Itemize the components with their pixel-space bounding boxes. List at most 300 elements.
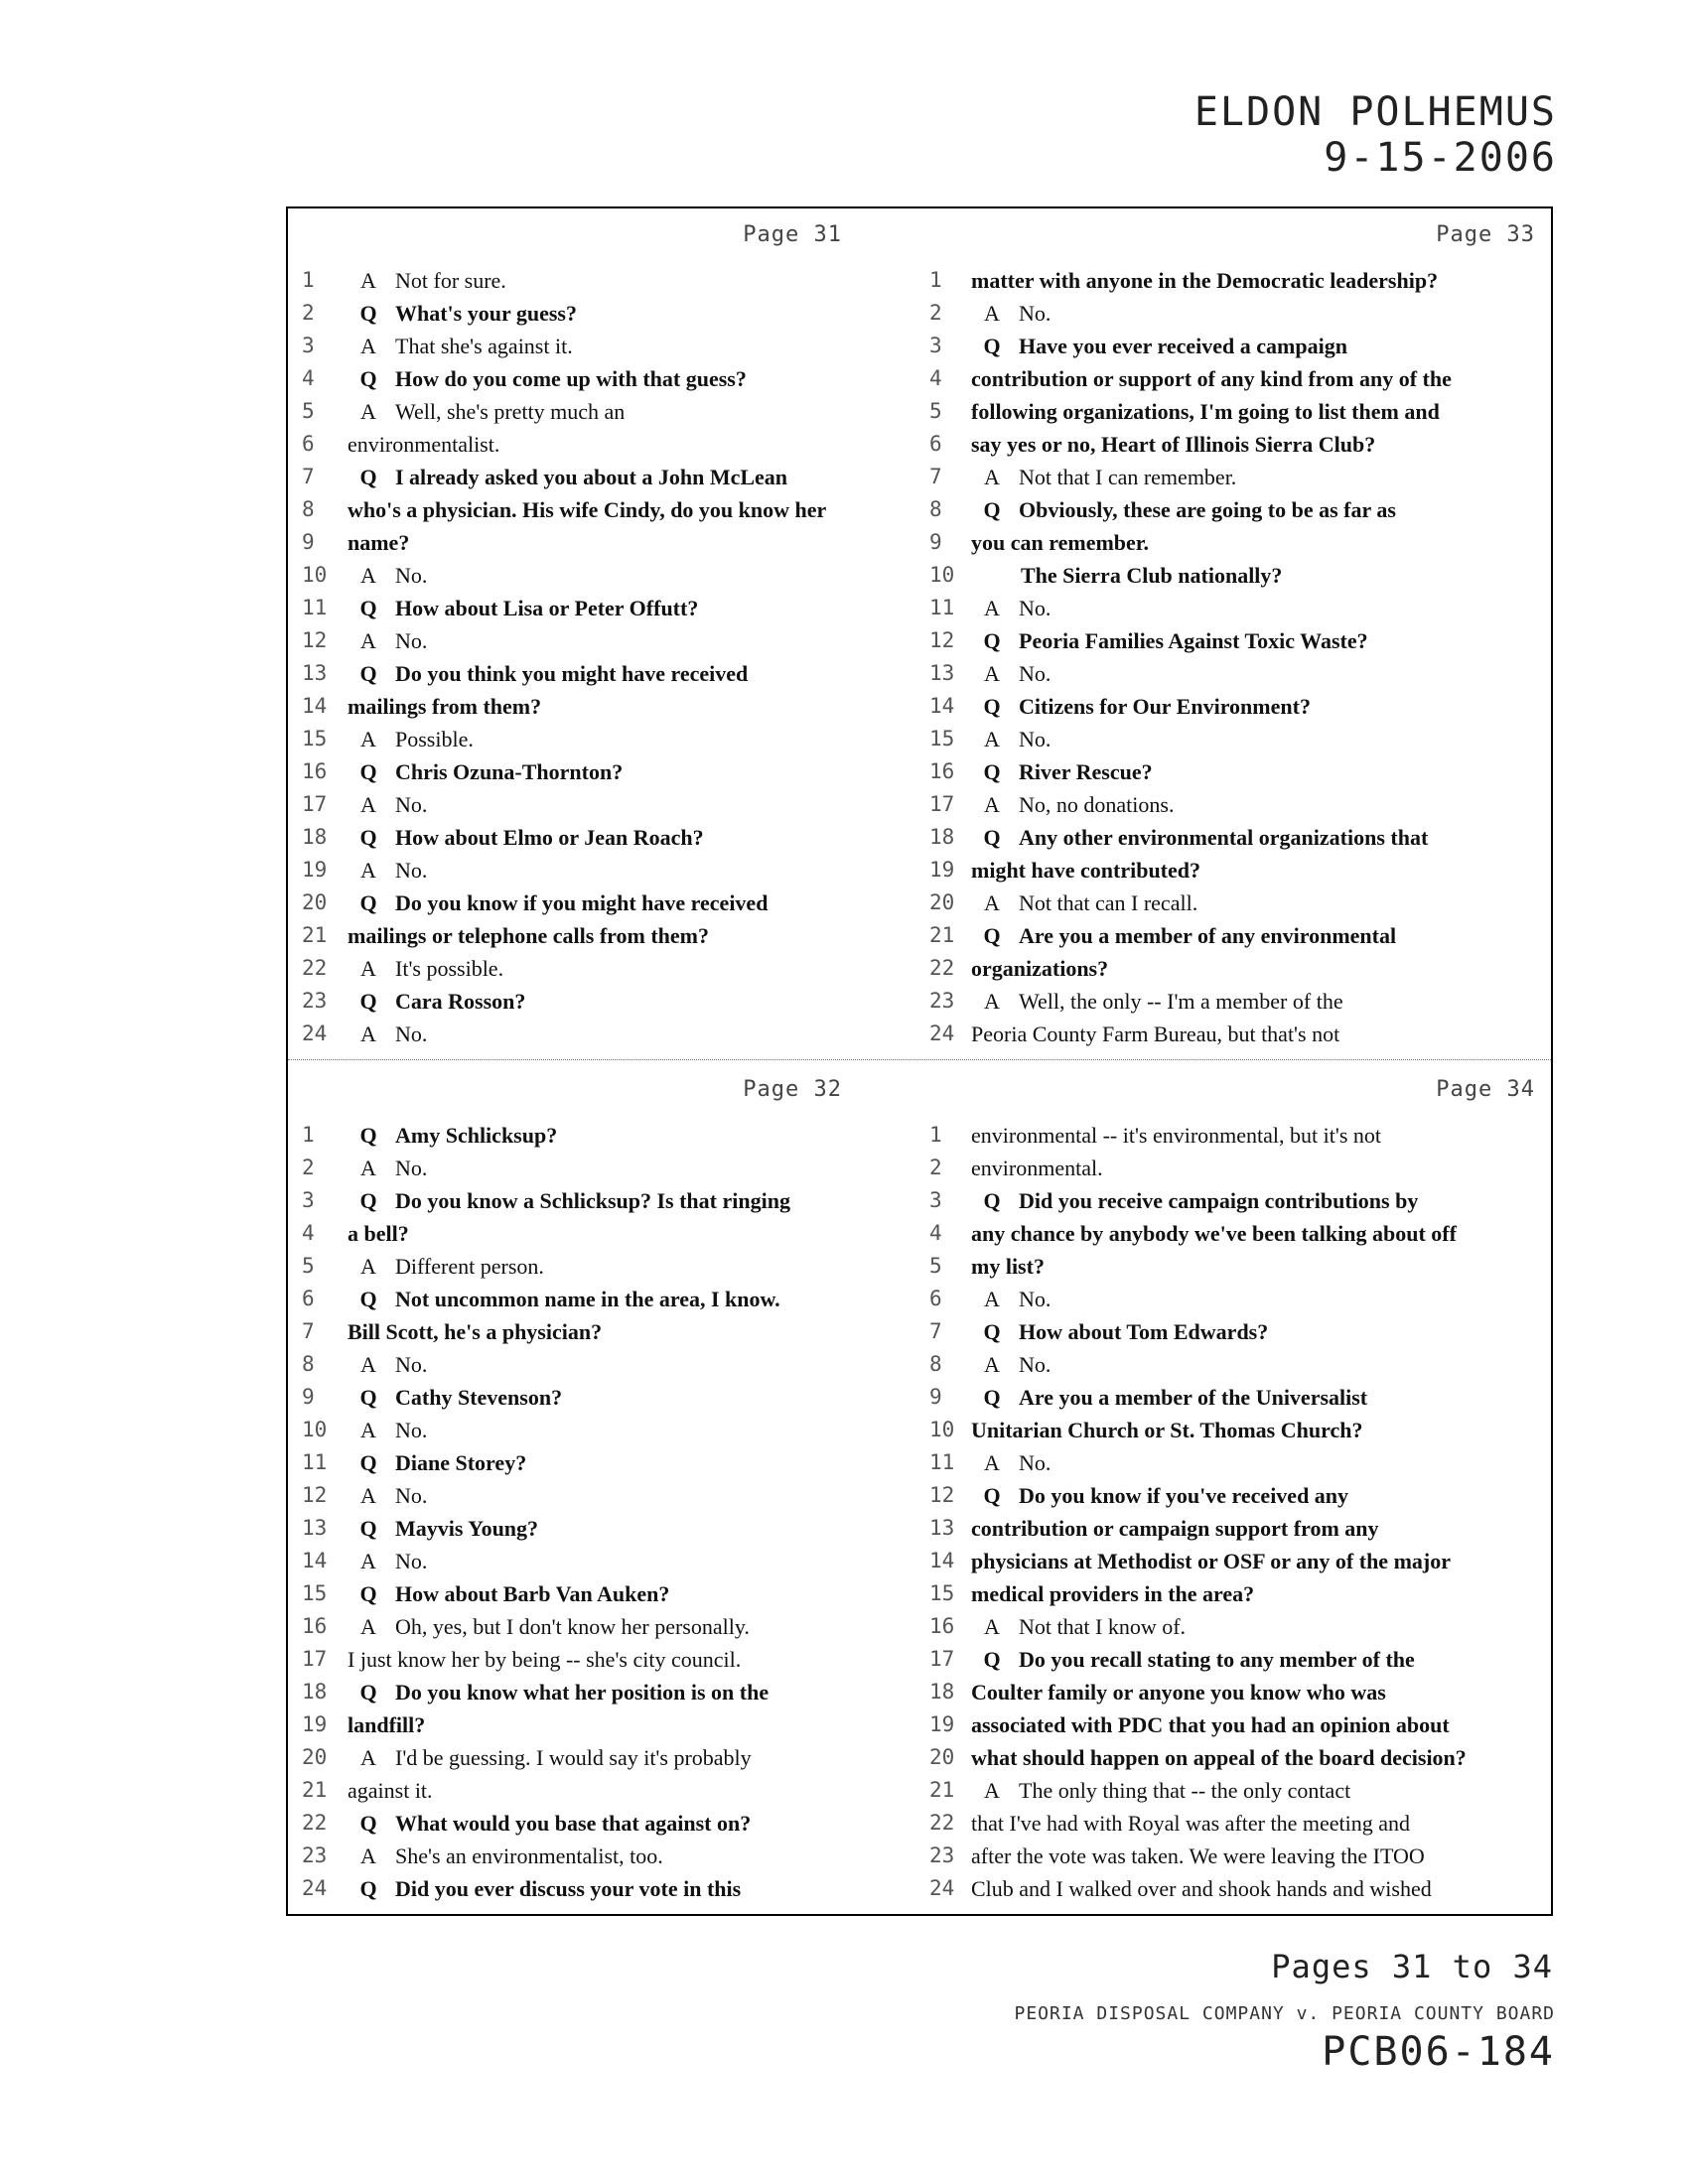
question-marker: Q	[359, 759, 377, 784]
question-marker: Q	[983, 694, 1001, 719]
line-text: Well, she's pretty much an	[395, 399, 626, 424]
line-content	[348, 362, 747, 395]
line-content	[348, 1217, 409, 1250]
line-number: 21	[302, 923, 328, 947]
question-marker: Q	[359, 1811, 377, 1836]
line-number: 24	[929, 1876, 955, 1900]
line-content	[971, 395, 1440, 428]
line-content	[971, 985, 1343, 1018]
line-content	[348, 854, 427, 887]
line-number: 17	[929, 1647, 955, 1671]
line-number: 5	[929, 399, 942, 423]
transcript-line	[921, 297, 1555, 330]
transcript-lines	[288, 264, 921, 1050]
line-number: 7	[929, 465, 942, 488]
transcript-line	[921, 952, 1555, 985]
line-number: 3	[302, 334, 315, 357]
line-number: 8	[302, 497, 315, 521]
line-content	[348, 1840, 663, 1872]
answer-marker: A	[360, 334, 376, 358]
line-content	[348, 788, 427, 821]
question-marker: Q	[359, 661, 377, 686]
line-number: 7	[929, 1319, 942, 1343]
answer-marker: A	[360, 563, 376, 588]
line-content	[348, 1315, 602, 1348]
transcript-lines	[921, 1119, 1555, 1905]
line-text: No.	[395, 1418, 428, 1442]
line-text: No.	[1019, 596, 1052, 620]
question-marker: Q	[359, 1581, 377, 1606]
line-text: Did you receive campaign contributions by	[1019, 1188, 1419, 1213]
line-content	[348, 821, 704, 854]
line-number: 22	[929, 956, 955, 980]
transcript-line	[921, 592, 1555, 624]
line-text: Cathy Stevenson?	[395, 1385, 563, 1410]
line-number: 22	[302, 1811, 328, 1835]
line-number: 15	[302, 1581, 328, 1605]
line-text: No.	[395, 1549, 428, 1573]
line-text: Have you ever received a campaign	[1019, 334, 1347, 358]
line-number: 8	[929, 497, 942, 521]
transcript-line	[288, 461, 921, 493]
line-content	[348, 887, 768, 919]
line-text: Mayvis Young?	[395, 1516, 539, 1541]
line-text: say yes or no, Heart of Illinois Sierra Club?	[971, 432, 1376, 457]
line-text: what should happen on appeal of the board decision?	[971, 1745, 1467, 1770]
transcript-line	[288, 624, 921, 657]
deponent-name: ELDON POLHEMUS	[1193, 89, 1557, 135]
line-text: environmentalist.	[348, 432, 500, 457]
line-number: 9	[929, 1385, 942, 1409]
line-text: mailings from them?	[348, 694, 542, 719]
line-text: Not that I know of.	[1019, 1614, 1187, 1639]
transcript-line	[288, 1643, 921, 1676]
page-number-title: Page 33	[1436, 222, 1535, 247]
line-number: 14	[929, 1549, 955, 1572]
line-number: 18	[302, 1680, 328, 1704]
question-marker: Q	[359, 301, 377, 326]
transcript-line	[288, 1872, 921, 1905]
line-number: 2	[929, 301, 942, 325]
answer-marker: A	[360, 858, 376, 883]
line-number: 23	[302, 989, 328, 1013]
transcript-line	[921, 1676, 1555, 1708]
transcript-line	[288, 1414, 921, 1446]
line-content	[348, 690, 541, 723]
line-text: medical providers in the area?	[971, 1581, 1255, 1606]
line-number: 1	[302, 268, 315, 292]
line-number: 1	[929, 268, 942, 292]
line-number: 15	[929, 727, 955, 751]
transcript-line	[921, 1250, 1555, 1283]
question-marker: Q	[359, 989, 377, 1014]
answer-marker: A	[360, 1549, 376, 1573]
transcript-line	[288, 1545, 921, 1577]
line-text: that I've had with Royal was after the meeting and	[971, 1811, 1410, 1836]
line-text: What would you base that against on?	[395, 1811, 752, 1836]
transcript-line	[288, 1610, 921, 1643]
line-text: The only thing that -- the only contact	[1019, 1778, 1351, 1803]
answer-marker: A	[984, 1287, 1000, 1311]
transcript-line	[921, 1479, 1555, 1512]
line-text: How about Tom Edwards?	[1019, 1319, 1269, 1344]
line-number: 6	[929, 1287, 942, 1310]
line-text: How do you come up with that guess?	[395, 366, 747, 391]
question-marker: Q	[359, 825, 377, 850]
page-number-title: Page 32	[743, 1077, 842, 1102]
line-number: 11	[929, 1450, 955, 1474]
line-content	[971, 461, 1236, 493]
line-content	[971, 1676, 1386, 1708]
line-text: It's possible.	[395, 956, 504, 981]
transcript-line	[288, 887, 921, 919]
line-content	[348, 297, 577, 330]
line-text: Cara Rosson?	[395, 989, 526, 1014]
line-content	[971, 1872, 1432, 1905]
line-text: Do you know if you might have received	[395, 890, 769, 915]
line-number: 4	[929, 366, 942, 390]
transcript-line	[288, 952, 921, 985]
line-text: What's your guess?	[395, 301, 577, 326]
line-number: 20	[929, 890, 955, 914]
transcript-line	[921, 1577, 1555, 1610]
line-content	[348, 755, 623, 788]
question-marker: Q	[983, 1483, 1001, 1508]
transcript-line	[288, 330, 921, 362]
line-number: 10	[929, 563, 955, 587]
line-text: Peoria Families Against Toxic Waste?	[1019, 628, 1368, 653]
transcript-line	[288, 723, 921, 755]
transcript-line	[288, 1840, 921, 1872]
line-number: 15	[929, 1581, 955, 1605]
line-number: 14	[302, 1549, 328, 1572]
line-number: 13	[302, 661, 328, 685]
line-content	[971, 1512, 1379, 1545]
line-text: Did you ever discuss your vote in this	[395, 1876, 742, 1901]
line-number: 18	[929, 825, 955, 849]
line-text: my list?	[971, 1254, 1045, 1279]
line-content	[348, 428, 499, 461]
line-text: How about Barb Van Auken?	[395, 1581, 670, 1606]
line-text: Well, the only -- I'm a member of the	[1019, 989, 1343, 1014]
question-marker: Q	[983, 1188, 1001, 1213]
transcript-line	[921, 788, 1555, 821]
line-content	[971, 1545, 1451, 1577]
line-number: 16	[302, 1614, 328, 1638]
line-content	[348, 1018, 427, 1050]
transcript-line	[921, 657, 1555, 690]
question-marker: Q	[359, 1516, 377, 1541]
line-text: No.	[395, 858, 428, 883]
transcript-line	[288, 1283, 921, 1315]
line-content	[348, 592, 698, 624]
line-number: 10	[302, 563, 328, 587]
line-number: 10	[302, 1418, 328, 1441]
line-text: How about Elmo or Jean Roach?	[395, 825, 704, 850]
line-content	[348, 1119, 557, 1152]
question-marker: Q	[359, 366, 377, 391]
line-number: 7	[302, 465, 315, 488]
answer-marker: A	[360, 1745, 376, 1770]
line-content	[348, 1479, 427, 1512]
line-content	[348, 1610, 750, 1643]
question-marker: Q	[359, 1680, 377, 1705]
question-marker: Q	[359, 596, 377, 620]
transcript-line	[288, 559, 921, 592]
line-text: any chance by anybody we've been talking about off	[971, 1221, 1457, 1246]
line-number: 23	[302, 1843, 328, 1867]
line-text: No.	[1019, 661, 1052, 686]
transcript-line	[921, 985, 1555, 1018]
transcript-line	[288, 297, 921, 330]
line-content	[348, 526, 409, 559]
transcript-line	[921, 1741, 1555, 1774]
line-number: 24	[302, 1876, 328, 1900]
transcript-line	[288, 264, 921, 297]
line-number: 6	[929, 432, 942, 456]
line-number: 19	[302, 1712, 328, 1736]
page-block	[921, 1063, 1555, 1918]
answer-marker: A	[984, 596, 1000, 620]
line-number: 2	[929, 1156, 942, 1179]
line-text: following organizations, I'm going to list them and	[971, 399, 1440, 424]
line-content	[348, 1250, 544, 1283]
line-number: 18	[302, 825, 328, 849]
line-text: How about Lisa or Peter Offutt?	[395, 596, 699, 620]
line-content	[971, 362, 1452, 395]
line-content	[348, 985, 525, 1018]
line-text: She's an environmentalist, too.	[395, 1843, 663, 1868]
line-number: 16	[302, 759, 328, 783]
transcript-line	[288, 1119, 921, 1152]
transcript-line	[288, 821, 921, 854]
line-number: 24	[929, 1022, 955, 1045]
footer-case-caption: PEORIA DISPOSAL COMPANY v. PEORIA COUNTY BOARD	[1014, 2003, 1555, 2024]
line-number: 22	[929, 1811, 955, 1835]
answer-marker: A	[984, 301, 1000, 326]
line-content	[971, 1577, 1254, 1610]
transcript-line	[288, 1348, 921, 1381]
line-number: 12	[302, 1483, 328, 1507]
line-text: No.	[395, 1352, 428, 1377]
transcript-line	[288, 1741, 921, 1774]
line-content	[971, 1479, 1348, 1512]
question-marker: Q	[359, 890, 377, 915]
transcript-line	[288, 1184, 921, 1217]
transcript-line	[921, 624, 1555, 657]
transcript-line	[288, 1250, 921, 1283]
line-text: physicians at Methodist or OSF or any of the major	[971, 1549, 1451, 1573]
line-content	[971, 1315, 1268, 1348]
line-text: The Sierra Club nationally?	[1021, 563, 1283, 588]
transcript-line	[288, 428, 921, 461]
line-number: 5	[302, 399, 315, 423]
answer-marker: A	[360, 1352, 376, 1377]
line-content	[348, 395, 625, 428]
line-number: 8	[929, 1352, 942, 1376]
transcript-line	[288, 1512, 921, 1545]
transcript-line	[288, 1774, 921, 1807]
transcript-line	[288, 1708, 921, 1741]
transcript-line	[288, 690, 921, 723]
transcript-line	[288, 362, 921, 395]
line-text: Any other environmental organizations that	[1019, 825, 1429, 850]
line-text: Bill Scott, he's a physician?	[348, 1319, 603, 1344]
line-text: matter with anyone in the Democratic leadership?	[971, 268, 1439, 293]
line-content	[971, 755, 1153, 788]
line-number: 6	[302, 1287, 315, 1310]
answer-marker: A	[360, 1156, 376, 1180]
question-marker: Q	[359, 1287, 377, 1311]
line-content	[971, 854, 1200, 887]
line-number: 17	[302, 792, 328, 816]
line-text: might have contributed?	[971, 858, 1200, 883]
line-content	[971, 493, 1396, 526]
line-content	[348, 723, 474, 755]
line-number: 2	[302, 1156, 315, 1179]
line-content	[971, 1283, 1051, 1315]
line-content	[971, 1381, 1367, 1414]
line-content	[971, 788, 1174, 821]
line-number: 15	[302, 727, 328, 751]
line-number: 4	[302, 366, 315, 390]
answer-marker: A	[984, 661, 1000, 686]
line-number: 18	[929, 1680, 955, 1704]
line-number: 1	[929, 1123, 942, 1147]
transcript-line	[921, 1184, 1555, 1217]
line-number: 4	[929, 1221, 942, 1245]
transcript-line	[921, 854, 1555, 887]
line-text: I already asked you about a John McLean	[395, 465, 788, 489]
line-text: Different person.	[395, 1254, 544, 1279]
line-number: 24	[302, 1022, 328, 1045]
line-content	[971, 428, 1375, 461]
transcript-line	[921, 1610, 1555, 1643]
line-text: No.	[395, 1156, 428, 1180]
answer-marker: A	[984, 890, 1000, 915]
line-text: associated with PDC that you had an opinion about	[971, 1712, 1450, 1737]
line-content	[971, 1217, 1457, 1250]
line-number: 19	[929, 858, 955, 882]
page-block	[288, 1063, 921, 1918]
line-content	[971, 1643, 1415, 1676]
line-content	[348, 1774, 433, 1807]
question-marker: Q	[983, 334, 1001, 358]
transcript-line	[921, 1381, 1555, 1414]
line-content	[348, 1545, 427, 1577]
transcript-line	[921, 1018, 1555, 1050]
line-number: 4	[302, 1221, 315, 1245]
line-content	[348, 624, 427, 657]
line-number: 12	[929, 628, 955, 652]
transcript-line	[921, 1643, 1555, 1676]
answer-marker: A	[984, 989, 1000, 1014]
transcript-line	[921, 1840, 1555, 1872]
answer-marker: A	[360, 1614, 376, 1639]
answer-marker: A	[360, 268, 376, 293]
answer-marker: A	[360, 628, 376, 653]
footer-case-number: PCB06-184	[1322, 2029, 1555, 2075]
line-text: No.	[1019, 727, 1052, 751]
transcript-line	[921, 1348, 1555, 1381]
line-content	[971, 1119, 1381, 1152]
line-content	[348, 1741, 752, 1774]
question-marker: Q	[359, 465, 377, 489]
line-text: No.	[395, 1022, 428, 1046]
line-number: 9	[929, 530, 942, 554]
line-content	[971, 657, 1051, 690]
line-content	[971, 1446, 1051, 1479]
transcript-line	[288, 1577, 921, 1610]
line-text: environmental -- it's environmental, but it's not	[971, 1123, 1382, 1148]
transcript-box	[286, 206, 1553, 1916]
line-content	[971, 559, 1282, 592]
line-number: 21	[929, 1778, 955, 1802]
transcript-line	[921, 1119, 1555, 1152]
line-number: 13	[929, 1516, 955, 1540]
line-content	[348, 1446, 526, 1479]
line-content	[348, 1807, 751, 1840]
transcript-lines	[288, 1119, 921, 1905]
line-content	[348, 1577, 669, 1610]
transcript-line	[288, 1152, 921, 1184]
transcript-line	[921, 428, 1555, 461]
question-marker: Q	[359, 1188, 377, 1213]
line-text: No, no donations.	[1019, 792, 1175, 817]
line-text: Are you a member of any environmental	[1019, 923, 1397, 948]
line-number: 23	[929, 1843, 955, 1867]
line-content	[348, 1283, 780, 1315]
line-text: Chris Ozuna-Thornton?	[395, 759, 624, 784]
line-number: 13	[929, 661, 955, 685]
line-content	[971, 1840, 1425, 1872]
line-text: No.	[1019, 1450, 1052, 1475]
answer-marker: A	[360, 1022, 376, 1046]
line-text: No.	[395, 792, 428, 817]
line-content	[348, 1381, 562, 1414]
line-text: Coulter family or anyone you know who was	[971, 1680, 1386, 1705]
line-text: a bell?	[348, 1221, 409, 1246]
line-number: 12	[302, 628, 328, 652]
line-number: 10	[929, 1418, 955, 1441]
line-number: 11	[929, 596, 955, 619]
line-content	[348, 1512, 538, 1545]
line-number: 20	[929, 1745, 955, 1769]
line-content	[971, 919, 1396, 952]
line-text: Obviously, these are going to be as far as	[1019, 497, 1396, 522]
line-text: Diane Storey?	[395, 1450, 527, 1475]
line-number: 5	[929, 1254, 942, 1278]
question-marker: Q	[983, 759, 1001, 784]
transcript-line	[921, 1512, 1555, 1545]
line-content	[971, 723, 1051, 755]
transcript-line	[288, 1676, 921, 1708]
line-text: environmental.	[971, 1156, 1103, 1180]
transcript-line	[921, 1152, 1555, 1184]
transcript-line	[288, 592, 921, 624]
transcript-line	[288, 755, 921, 788]
line-text: Citizens for Our Environment?	[1019, 694, 1311, 719]
line-text: Do you think you might have received	[395, 661, 749, 686]
transcript-line	[921, 755, 1555, 788]
line-number: 21	[929, 923, 955, 947]
line-text: No.	[395, 1483, 428, 1508]
transcript-line	[921, 1315, 1555, 1348]
line-text: Peoria County Farm Bureau, but that's not	[971, 1022, 1340, 1046]
line-text: I just know her by being -- she's city council.	[348, 1647, 742, 1672]
line-number: 3	[929, 1188, 942, 1212]
line-text: Club and I walked over and shook hands and wished	[971, 1876, 1432, 1901]
